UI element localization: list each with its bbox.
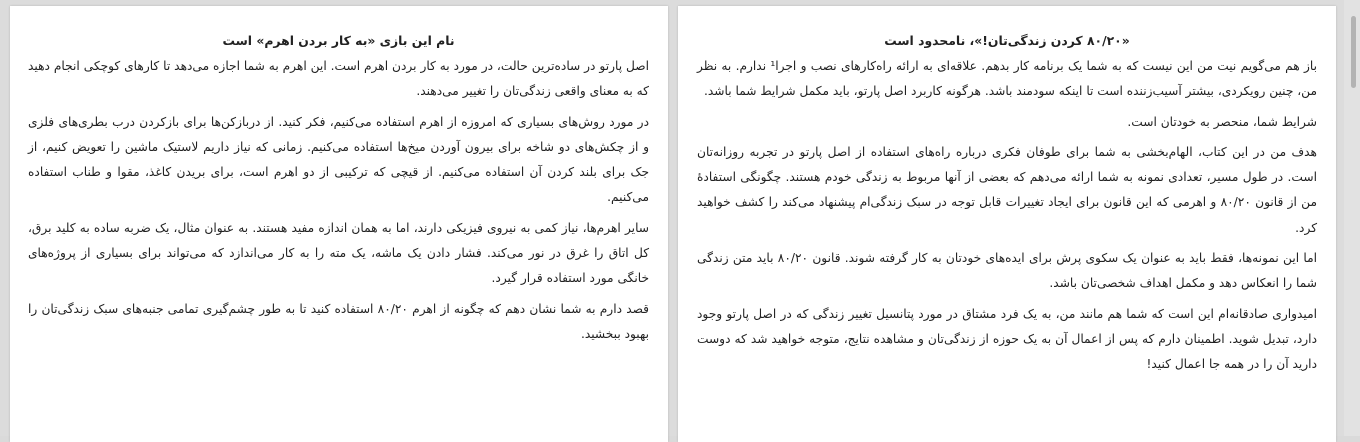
- paragraph: شرایط شما، منحصر به خودتان است.: [1127, 114, 1317, 129]
- paragraph: سایر اهرم‌ها، نیاز کمی به نیروی فیزیکی دارند، اما به همان اندازه مفید هستند. به عنوان مثال، یک ضربه ساده به کلید برق، کل اتاق را غرق در نور می‌کند. فشار دادن یک ماشه، یک مته را به کار می‌اندازد که می‌تواند برای بسیاری از پروژه‌های خانگی مورد استفاده قرار گیرد.: [28, 220, 649, 286]
- scrollbar-thumb[interactable]: [1351, 16, 1356, 88]
- paragraph: اما این نمونه‌ها، فقط باید به عنوان یک سکوی پرش برای ایده‌های خودتان به کار گرفته شوند. قانون ۸۰/۲۰ باید متن زندگی شما را انعکاس دهد و مکمل اهداف شخصی‌تان باشد.: [697, 251, 1317, 291]
- page-right: [678, 6, 1336, 442]
- paragraph: هدف من در این کتاب، الهام‌بخشی به شما برای طوفان فکری درباره راه‌های استفاده از اصل پارتو در تجربه روزانه‌تان است. در طول مسیر، تعدادی نمونه به شما ارائه می‌دهم که بعضی از آنها مربوط به زندگی خودم هستند. چگونگی استفادهٔ من از قانون ۸۰/۲۰ و اهرمی که این قانون برای ایجاد تغییرات قابل توجه در سبک زندگی‌ام پیشنهاد می‌کند را کشف خواهید کرد.: [697, 144, 1317, 235]
- page-left-content: [10, 6, 668, 347]
- paragraph: اصل پارتو در ساده‌ترین حالت، در مورد به کار بردن اهرم است. این اهرم به شما اجازه می‌دهد تا کارهای کوچکی انجام دهید که به معنای واقعی زندگی‌تان را تغییر می‌دهند.: [28, 59, 649, 99]
- paragraph: در مورد روش‌های بسیاری که امروزه از اهرم استفاده می‌کنیم، فکر کنید. از دربازکن‌ها برای بازکردن درب بطری‌های فلزی و از چکش‌های دو شاخه برای بیرون آوردن میخ‌ها استفاده می‌کنیم. زمانی که نیاز داریم لاستیک ماشین را تعویض کنیم، از جک برای بلند کردن آن استفاده می‌کنیم. از قیچی که ترکیبی از دو اهرم است، برای بریدن کاغذ، مقوا و طناب استفاده می‌کنیم.: [28, 114, 649, 205]
- page-left-title: نام این بازی «به کار بردن اهرم» است: [222, 33, 455, 48]
- page-left: [10, 6, 668, 442]
- paragraph: امیدواری صادقانه‌ام این است که شما هم مانند من، به یک فرد مشتاق در مورد پتانسیل تغییر زندگی که در اصل پارتو وجود دارد، تبدیل شوید. اطمینان دارم که پس از اعمال آن به یک حوزه از زندگی‌تان و مشاهده نتایج، متوجه خواهید شد که دوست دارید آن را در همه جا اعمال کنید!: [697, 306, 1317, 372]
- vertical-scrollbar[interactable]: [1344, 0, 1360, 436]
- page-right-content: [678, 6, 1336, 378]
- paragraph: باز هم می‌گویم نیت من این نیست که به شما یک برنامه کار بدهم. علاقه‌ای به ارائه راه‌کارهای نصب و اجرا¹ ندارم. به نظر من، چنین رویکردی، بیشتر آسیب‌زننده است تا اینکه سودمند باشد. هرگونه کاربرد اصل پارتو، باید مکمل شرایط شما باشد.: [697, 59, 1317, 99]
- paragraph: قصد دارم به شما نشان دهم که چگونه از اهرم ۸۰/۲۰ استفاده کنید تا به طور چشم‌گیری تمامی جنبه‌های سبک زندگی‌تان را بهبود ببخشید.: [28, 301, 650, 341]
- page-right-title: «۸۰/۲۰ کردن زندگی‌تان!»، نامحدود است: [884, 33, 1130, 48]
